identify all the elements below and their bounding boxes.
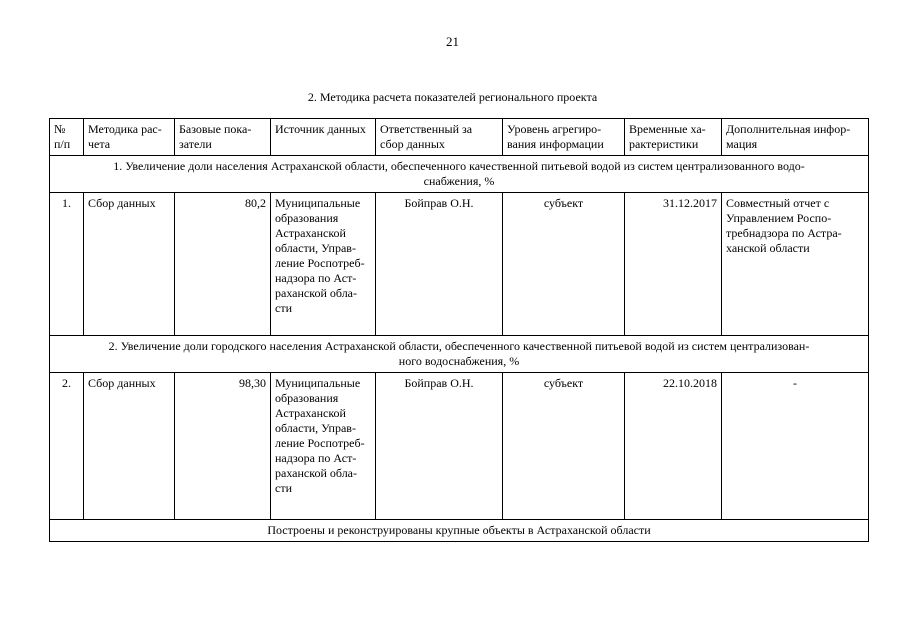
row-level: субъект <box>503 193 625 336</box>
row-responsible: Бойправ О.Н. <box>376 193 503 336</box>
row-base-value: 98,30 <box>175 373 271 520</box>
section-title-2: 2. Увеличение доли городского населения Астраханской области, обеспеченного качественной питьевой водой из систем централизован- ного водоснабжения, % <box>50 336 869 373</box>
header-method: Методика рас- чета <box>84 119 175 156</box>
header-additional-info: Дополнительная инфор- мация <box>722 119 869 156</box>
row-method: Сбор данных <box>84 193 175 336</box>
row-base-value: 80,2 <box>175 193 271 336</box>
row-responsible: Бойправ О.Н. <box>376 373 503 520</box>
section-title-1: 1. Увеличение доли населения Астраханской области, обеспеченного качественной питьевой водой из систем централизованного водо- снабжения, % <box>50 156 869 193</box>
row-time: 31.12.2017 <box>625 193 722 336</box>
row-level: субъект <box>503 373 625 520</box>
row-number: 2. <box>50 373 84 520</box>
row-source: Муниципальные образования Астраханской области, Управ- ление Роспотреб- надзора по Аст- раханской обла- сти <box>271 373 376 520</box>
row-extra: Совместный отчет с Управлением Роспо- требнадзора по Астра- ханской области <box>722 193 869 336</box>
header-number: № п/п <box>50 119 84 156</box>
header-time-characteristics: Временные ха- рактеристики <box>625 119 722 156</box>
table-row <box>50 193 869 336</box>
header-base-indicators: Базовые пока- затели <box>175 119 271 156</box>
section-title-3: Построены и реконструированы крупные объекты в Астраханской области <box>50 520 869 542</box>
row-method: Сбор данных <box>84 373 175 520</box>
table-header-row <box>50 119 869 156</box>
section-row-2 <box>50 336 869 373</box>
section-row-1 <box>50 156 869 193</box>
table-row <box>50 373 869 520</box>
header-responsible: Ответственный за сбор данных <box>376 119 503 156</box>
header-aggregation-level: Уровень агрегиро- вания информации <box>503 119 625 156</box>
row-source: Муниципальные образования Астраханской области, Управ- ление Роспотреб- надзора по Аст- раханской обла- сти <box>271 193 376 336</box>
page-number: 21 <box>446 34 459 49</box>
section-title: 2. Методика расчета показателей регионального проекта <box>307 90 598 104</box>
header-data-source: Источник данных <box>271 119 376 156</box>
indicators-methodology-table <box>49 118 869 542</box>
row-number: 1. <box>50 193 84 336</box>
row-extra: - <box>722 373 869 520</box>
row-time: 22.10.2018 <box>625 373 722 520</box>
section-row-3 <box>50 520 869 542</box>
